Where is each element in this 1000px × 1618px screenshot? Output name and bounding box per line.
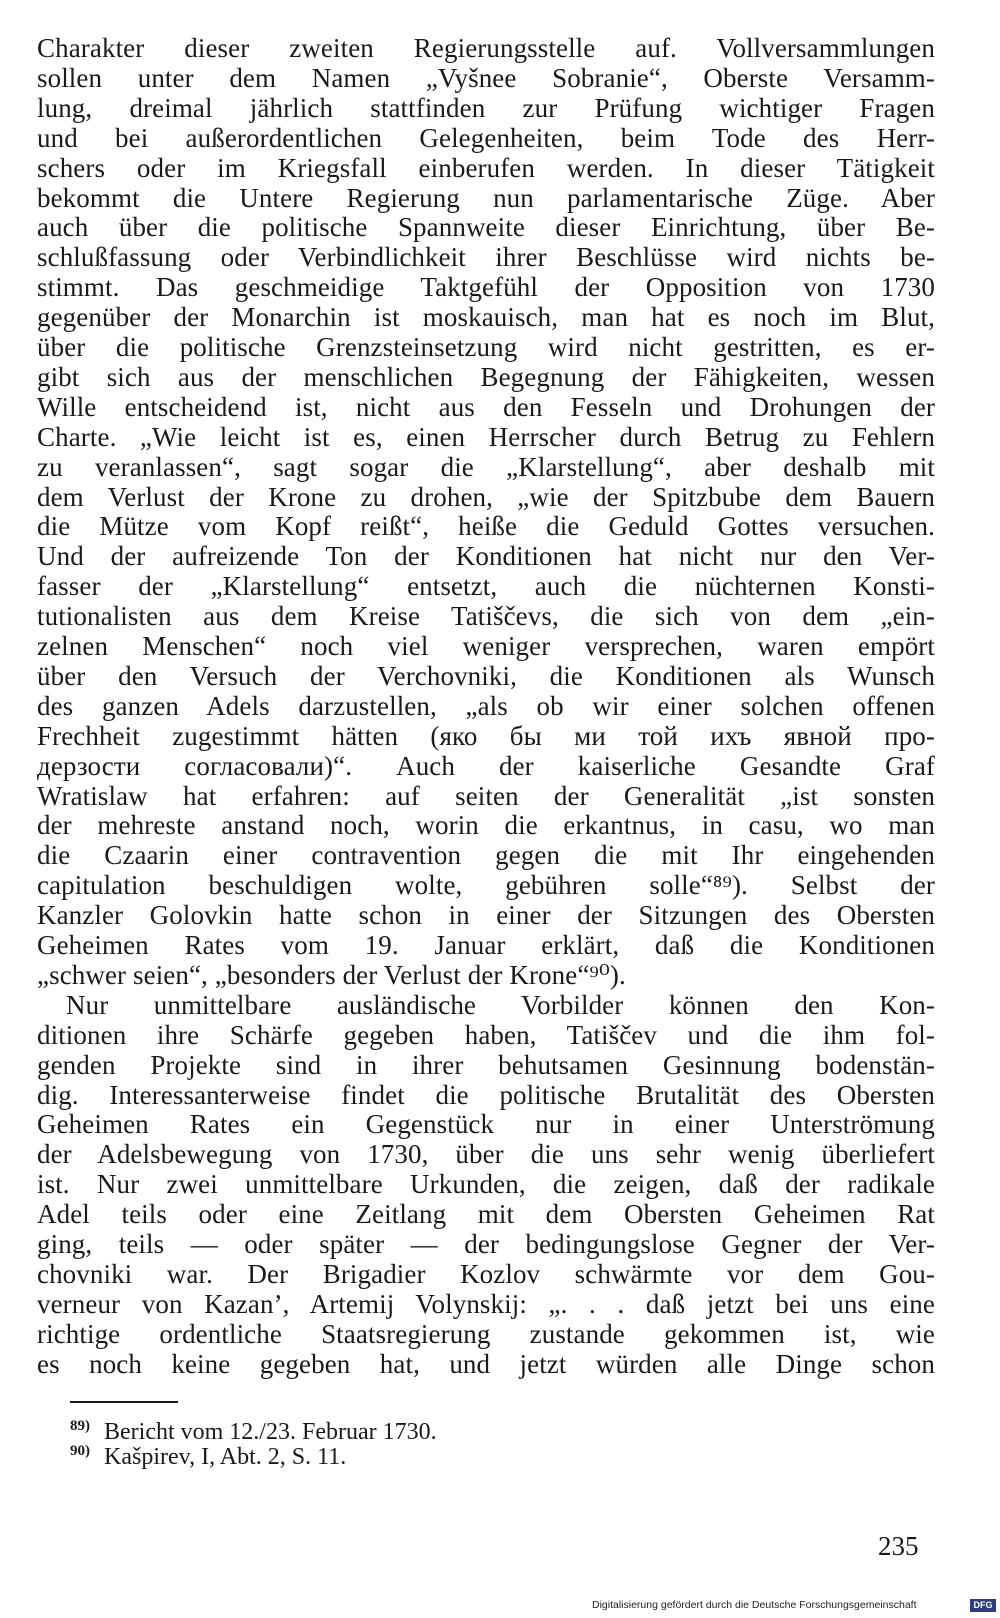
text-line: Wille entscheidend ist, nicht aus den Fesseln und Drohungen der <box>37 391 935 422</box>
text-line: dig. Interessanterweise findet die politische Brutalität des Obersten <box>37 1079 935 1110</box>
text-line: fasser der „Klarstellung“ entsetzt, auch die nüchternen Konsti- <box>37 571 935 602</box>
text-line: chovniki war. Der Brigadier Kozlov schwärmte vor dem Gou- <box>37 1258 935 1289</box>
text-line: Frechheit zugestimmt hätten (яко бы ми той ихъ явной про- <box>37 720 935 751</box>
text-line: ist. Nur zwei unmittelbare Urkunden, die zeigen, daß der radikale <box>37 1169 935 1200</box>
text-line: Charte. „Wie leicht ist es, einen Herrscher durch Betrug zu Fehlern <box>37 421 935 452</box>
text-line: sollen unter dem Namen „Vyšnee Sobranie“, Oberste Versamm- <box>37 62 935 93</box>
text-line: Geheimen Rates ein Gegenstück nur in einer Unterströmung <box>37 1109 935 1140</box>
text-line: genden Projekte sind in ihrer behutsamen Gesinnung bodenstän- <box>37 1049 935 1080</box>
text-line: auch über die politische Spannweite dieser Einrichtung, über Be- <box>37 212 935 243</box>
text-line: des ganzen Adels darzustellen, „als ob wir einer solchen offenen <box>37 690 935 721</box>
text-line: Wratislaw hat erfahren: auf seiten der Generalität „ist sonsten <box>37 780 935 811</box>
text-line: Adel teils oder eine Zeitlang mit dem Obersten Geheimen Rat <box>37 1199 935 1230</box>
page-number: 235 <box>878 1531 919 1561</box>
text-line: über den Versuch der Verchovniki, die Konditionen als Wunsch <box>37 660 935 691</box>
footnote-marker: 90) <box>70 1443 90 1459</box>
footnote-text: Kašpirev, I, Abt. 2, S. 11. <box>104 1444 347 1470</box>
text-line: verneur von Kazan’, Artemij Volynskij: „. . . daß jetzt bei uns eine <box>37 1288 935 1319</box>
footnote-marker: 89) <box>70 1418 90 1434</box>
text-line: bekommt die Untere Regierung nun parlamentarische Züge. Aber <box>37 182 935 213</box>
text-line: dem Verlust der Krone zu drohen, „wie der Spitzbube dem Bauern <box>37 481 935 512</box>
text-line: und bei außerordentlichen Gelegenheiten, beim Tode des Herr- <box>37 122 935 153</box>
digitization-note: Digitalisierung gefördert durch die Deutsche Forschungsgemeinschaft <box>592 1599 917 1611</box>
text-line: zu veranlassen“, sagt sogar die „Klarstellung“, aber deshalb mit <box>37 451 935 482</box>
text-line: ditionen ihre Schärfe gegeben haben, Tatiščev und die ihm fol- <box>37 1019 935 1050</box>
dfg-logo: DFG <box>970 1599 996 1612</box>
text-line: Kanzler Golovkin hatte schon in einer der Sitzungen des Obersten <box>37 900 935 931</box>
text-line: ging, teils — oder später — der bedingungslose Gegner der Ver- <box>37 1229 935 1259</box>
text-line: Geheimen Rates vom 19. Januar erklärt, daß die Konditionen <box>37 930 935 960</box>
text-line: gegenüber der Monarchin ist moskauisch, man hat es noch im Blut, <box>37 302 935 333</box>
text-line: capitulation beschuldigen wolte, gebühren solle“⁸⁹). Selbst der <box>37 870 935 901</box>
text-line: Charakter dieser zweiten Regierungsstelle auf. Vollversammlungen <box>37 33 935 63</box>
text-line: schers oder im Kriegsfall einberufen werden. In dieser Tätigkeit <box>37 152 935 183</box>
text-line: lung, dreimal jährlich stattfinden zur Prüfung wichtiger Fragen <box>37 92 935 123</box>
text-line: tutionalisten aus dem Kreise Tatiščevs, die sich von dem „ein- <box>37 601 935 632</box>
text-line: stimmt. Das geschmeidige Taktgefühl der Opposition von 1730 <box>37 272 935 303</box>
text-line: Nur unmittelbare ausländische Vorbilder können den Kon- <box>66 989 935 1020</box>
footnote-89 <box>70 1418 770 1446</box>
text-line: der Adelsbewegung von 1730, über die uns sehr wenig überliefert <box>37 1139 935 1170</box>
text-line: „schwer seien“, „besonders der Verlust der Krone“⁹⁰). <box>37 959 626 990</box>
text-line: der mehreste anstand noch, worin die erkantnus, in casu, wo man <box>37 810 935 841</box>
text-line: richtige ordentliche Staatsregierung zustande gekommen ist, wie <box>37 1318 935 1349</box>
footnote-separator <box>70 1401 178 1403</box>
text-line: schlußfassung oder Verbindlichkeit ihrer Beschlüsse wird nichts be- <box>37 242 935 273</box>
text-line: es noch keine gegeben hat, und jetzt würden alle Dinge schon <box>37 1348 935 1379</box>
footnote-text: Bericht vom 12./23. Februar 1730. <box>104 1419 437 1445</box>
text-line: die Mütze vom Kopf reißt“, heiße die Geduld Gottes versuchen. <box>37 511 935 542</box>
text-line: zelnen Menschen“ noch viel weniger versprechen, waren empört <box>37 631 935 661</box>
text-line: Und der aufreizende Ton der Konditionen hat nicht nur den Ver- <box>37 541 935 572</box>
footnote-90 <box>70 1443 770 1471</box>
text-line: über die politische Grenzsteinsetzung wird nicht gestritten, es er- <box>37 332 935 362</box>
text-line: die Czaarin einer contravention gegen die mit Ihr eingehenden <box>37 840 935 871</box>
text-line: gibt sich aus der menschlichen Begegnung der Fähigkeiten, wessen <box>37 361 935 392</box>
text-line: дерзости согласовали)“. Auch der kaiserliche Gesandte Graf <box>37 750 935 781</box>
